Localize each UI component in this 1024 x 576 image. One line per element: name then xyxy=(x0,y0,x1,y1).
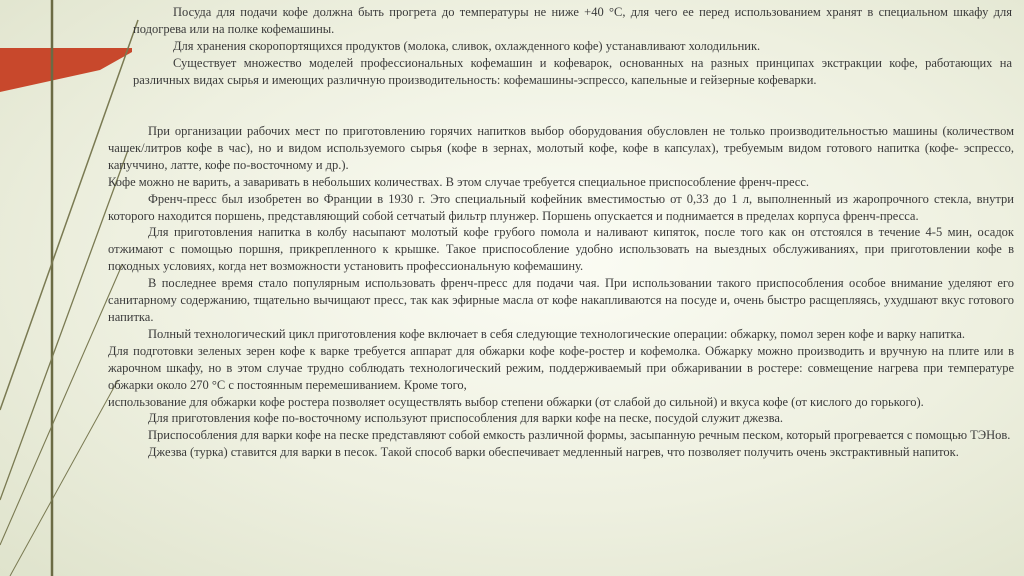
paragraph: Кофе можно не варить, а заваривать в небольших количествах. В этом случае требуется специальное приспособление френч-пресс. xyxy=(108,174,810,189)
paragraph: В последнее время стало популярным использовать френч-пресс для подачи чая. При использовании такого приспособления особое внимание уделяют его санитарному содержанию, тщательно вычищают пресс, так как эфирные масла от кофе накапливаются на посуде и, очень быстро расщепляясь, ухудшают вкус готового напитка. xyxy=(108,276,1014,324)
paragraph: Для хранения скоропортящихся продуктов (молока, сливок, охлажденного кофе) устанавливают холодильник. xyxy=(173,38,761,53)
paragraph: Френч-пресс был изобретен во Франции в 1930 г. Это специальный кофейник вместимостью от 0,33 до 1 л, выполненный из жаропрочного стекла, внутри которого находится поршень, представляющий собой сетчатый фильтр плунжер. Поршень опускается и поднимается в пределах корпуса френч-пресса. xyxy=(108,191,1014,223)
paragraph: Существует множество моделей профессиональных кофемашин и кофеварок, основанных на разных принципах экстракции кофе, работающих на различных видах сырья и имеющих различную производительность: кофемашины-эспрессо, капельные и гейзерные кофеварки. xyxy=(133,55,1012,87)
paragraph: Для приготовления напитка в колбу насыпают молотый кофе грубого помола и наливают кипяток, после того как он отстоялся в течение 4-5 мин, осадок отжимают с помощью поршня, прикрепленного к крышке. Такое приспособление удобно использовать на выездных обслуживаниях, при приготовлении кофе в походных условиях, когда нет возможности установить профессиональную кофемашину. xyxy=(108,225,1014,274)
main-text-block xyxy=(108,123,1014,461)
paragraph: Приспособления для варки кофе на песке представляют собой емкость различной формы, засыпанную речным песком, который прогревается с помощью ТЭНов. xyxy=(148,428,1011,443)
paragraph: Для приготовления кофе по-восточному используют приспособления для варки кофе на песке, посудой служит джезва. xyxy=(148,411,783,426)
paragraph: Джезва (турка) ставится для варки в песок. Такой способ варки обеспечивает медленный нагрев, что позволяет получить очень экстрактивный напиток. xyxy=(148,445,959,460)
stripe-line xyxy=(10,380,118,576)
accent-red-shape xyxy=(0,48,132,92)
paragraph: Полный технологический цикл приготовления кофе включает в себя следующие технологические операции: обжарку, помол зерен кофе и варку напитка. xyxy=(148,326,966,341)
top-text-block xyxy=(133,4,1012,89)
paragraph: Для подготовки зеленых зерен кофе к варке требуется аппарат для обжарки кофе кофе-ростер и кофемолка. Обжарку можно производить и вручную на плите или в жарочном шкафу, но в этом случае трудно соблюдать технологический режим, поддерживаемый при обжаривании в ростере: совмещение нагрева при температуре обжарки около 270 °С с постоянным перемешиванием. Кроме того, xyxy=(108,343,1014,392)
paragraph: использование для обжарки кофе ростера позволяет осуществлять выбор степени обжарки (от слабой до сильной) и вкуса кофе (от кислого до горького). xyxy=(108,394,924,409)
paragraph: Посуда для подачи кофе должна быть прогрета до температуры не ниже +40 °С, для чего ее перед использованием хранят в специальном шкафу для подогрева или на полке кофемашины. xyxy=(133,5,1012,36)
paragraph: При организации рабочих мест по приготовлению горячих напитков выбор оборудования обусловлен не только производительностью машины (количеством чашек/литров кофе в час), но и видом используемого сырья (кофе в зернах, молотый кофе, кофе в капсулах), требуемым видом готового напитка (кофе- эспрессо, капуччино, латте, кофе по-восточному и др.). xyxy=(108,124,1014,172)
